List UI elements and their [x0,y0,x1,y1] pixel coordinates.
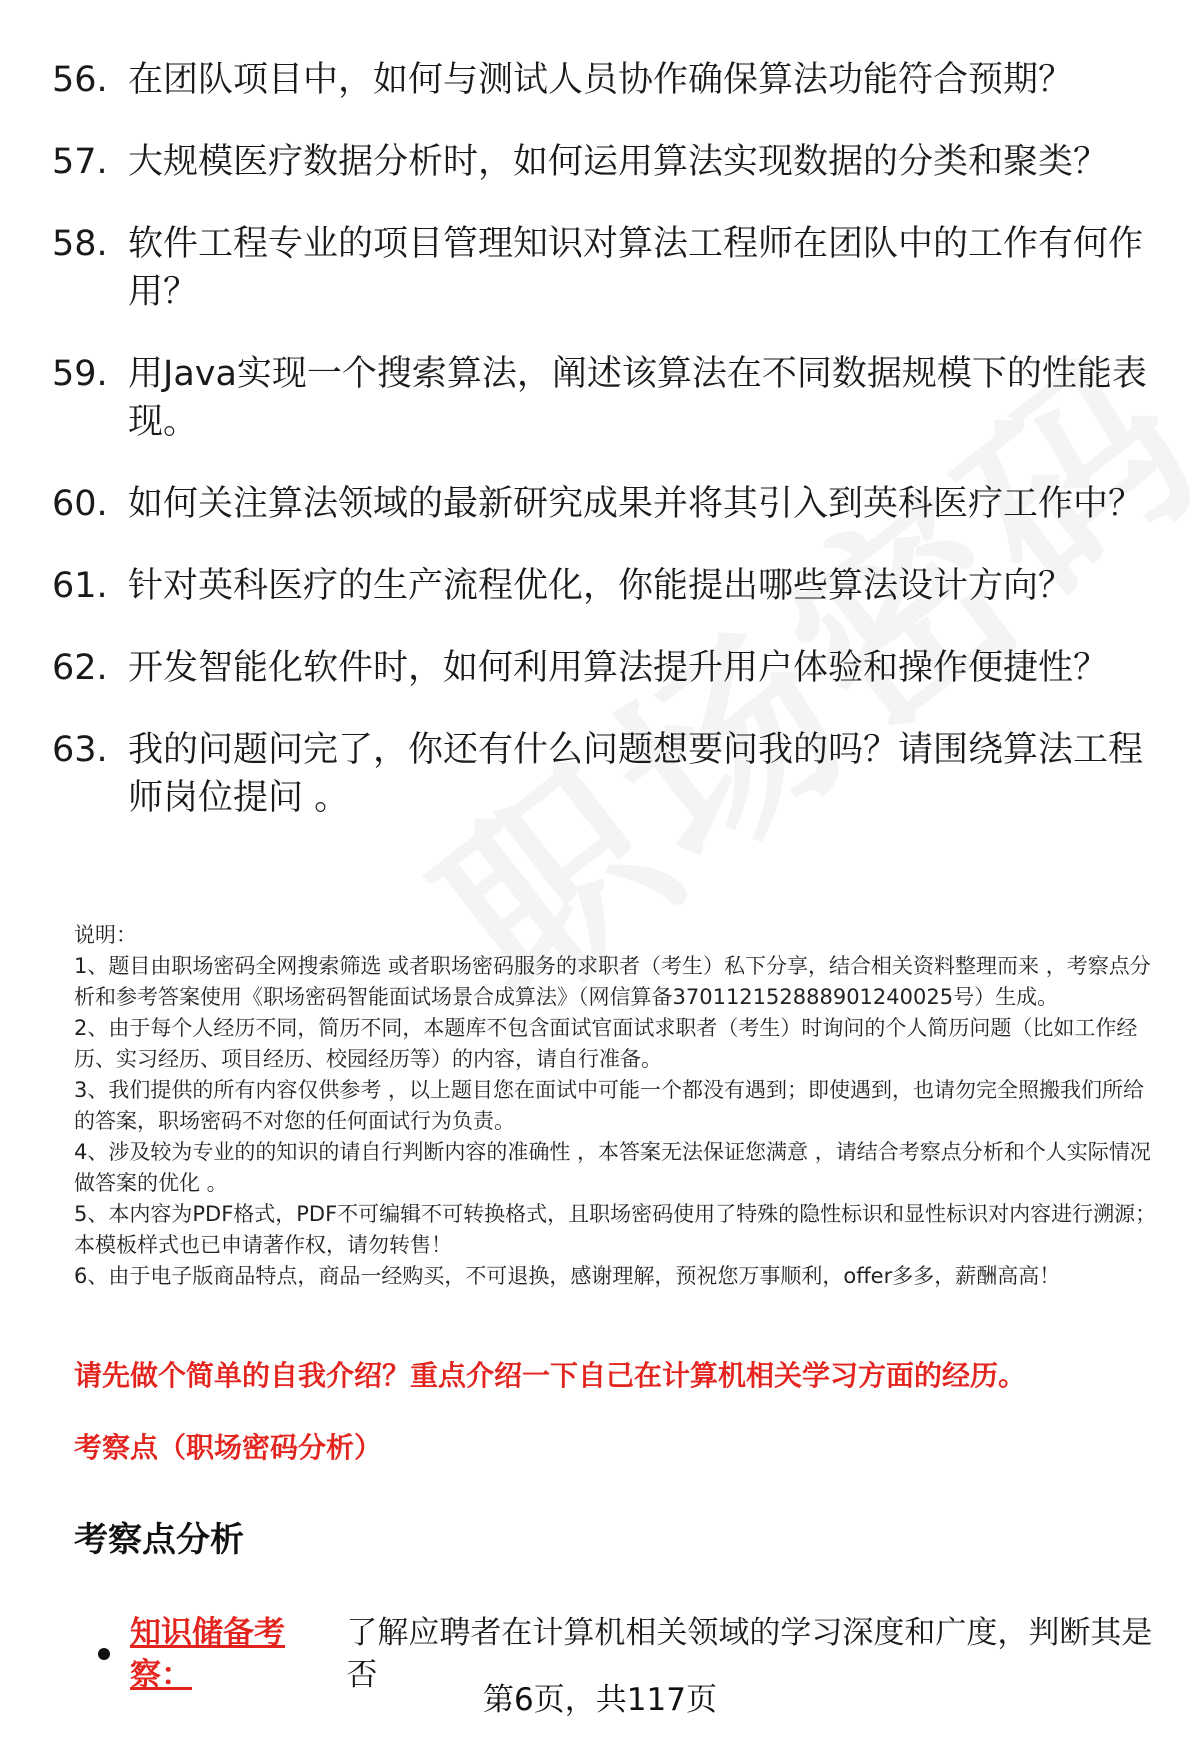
question-number: 61. [52,566,108,606]
question-number: 63. [52,730,108,770]
question-text: 如何关注算法领域的最新研究成果并将其引入到英科医疗工作中？ [128,484,1144,524]
bullet-label: 知识储备考察： [130,1615,285,1693]
question-number: 58. [52,224,108,264]
notes-title: 说明： [74,923,137,947]
analysis-red-heading: 考察点（职场密码分析） [74,1431,383,1464]
question-number: 60. [52,484,108,524]
note-item: 1、题目由职场密码全网搜索筛选 或者职场密码服务的求职者（考生）私下分享，结合相关资料整理而来 ，考察点分析和参考答案使用《职场密码智能面试场景合成算法》（网信算备370112152888901240025号）生成。 [74,954,1151,1009]
question-item [52,480,1152,528]
note-item: 2、由于每个人经历不同，简历不同，本题库不包含面试官面试求职者（考生）时询问的个人简历问题（比如工作经历、实习经历、项目经历、校园经历等）的内容，请自行准备。 [74,1016,1138,1071]
question-text: 开发智能化软件时，如何利用算法提升用户体验和操作便捷性？ [128,648,1109,688]
question-item [52,220,1152,316]
note-item: 5、本内容为PDF格式，PDF不可编辑不可转换格式，且职场密码使用了特殊的隐性标识和显性标识对内容进行溯源；本模板样式也已申请著作权，请勿转售！ [74,1202,1157,1257]
question-item [52,138,1152,186]
question-list [52,56,1152,856]
notes-block [74,920,1164,1292]
question-number: 56. [52,60,108,100]
interview-question: 请先做个简单的自我介绍？重点介绍一下自己在计算机相关学习方面的经历。 [74,1359,1027,1392]
note-item: 4、涉及较为专业的的知识的请自行判断内容的准确性 ，本答案无法保证您满意 ，请结合考察点分析和个人实际情况做答案的优化 。 [74,1140,1151,1195]
note-item: 3、我们提供的所有内容仅供参考 ，以上题目您在面试中可能一个都没有遇到；即使遇到，也请勿完全照搬我们所给的答案，职场密码不对您的任何面试行为负责。 [74,1078,1145,1133]
question-item [52,56,1152,104]
question-text: 我的问题问完了，你还有什么问题想要问我的吗？请围绕算法工程师岗位提问 。 [128,730,1144,818]
question-text: 针对英科医疗的生产流程优化，你能提出哪些算法设计方向？ [128,566,1074,606]
bullet-text: 了解应聘者在计算机相关领域的学习深度和广度，判断其是否 [346,1615,1153,1693]
page-footer: 第6页，共117页 [483,1682,717,1718]
question-item [52,350,1152,446]
question-number: 59. [52,354,108,394]
question-item [52,726,1152,822]
bullet-dot-icon [98,1648,110,1660]
question-item [52,644,1152,692]
question-text: 用Java实现一个搜索算法，阐述该算法在不同数据规模下的性能表现。 [128,354,1147,442]
question-number: 62. [52,648,108,688]
question-item [52,562,1152,610]
question-text: 在团队项目中，如何与测试人员协作确保算法功能符合预期？ [128,60,1074,100]
note-item: 6、由于电子版商品特点，商品一经购买，不可退换，感谢理解，预祝您万事顺利，offer多多，薪酬高高！ [74,1264,1061,1288]
question-text: 大规模医疗数据分析时，如何运用算法实现数据的分类和聚类？ [128,142,1109,182]
question-number: 57. [52,142,108,182]
section-heading: 考察点分析 [74,1520,244,1560]
question-text: 软件工程专业的项目管理知识对算法工程师在团队中的工作有何作用？ [128,224,1144,312]
